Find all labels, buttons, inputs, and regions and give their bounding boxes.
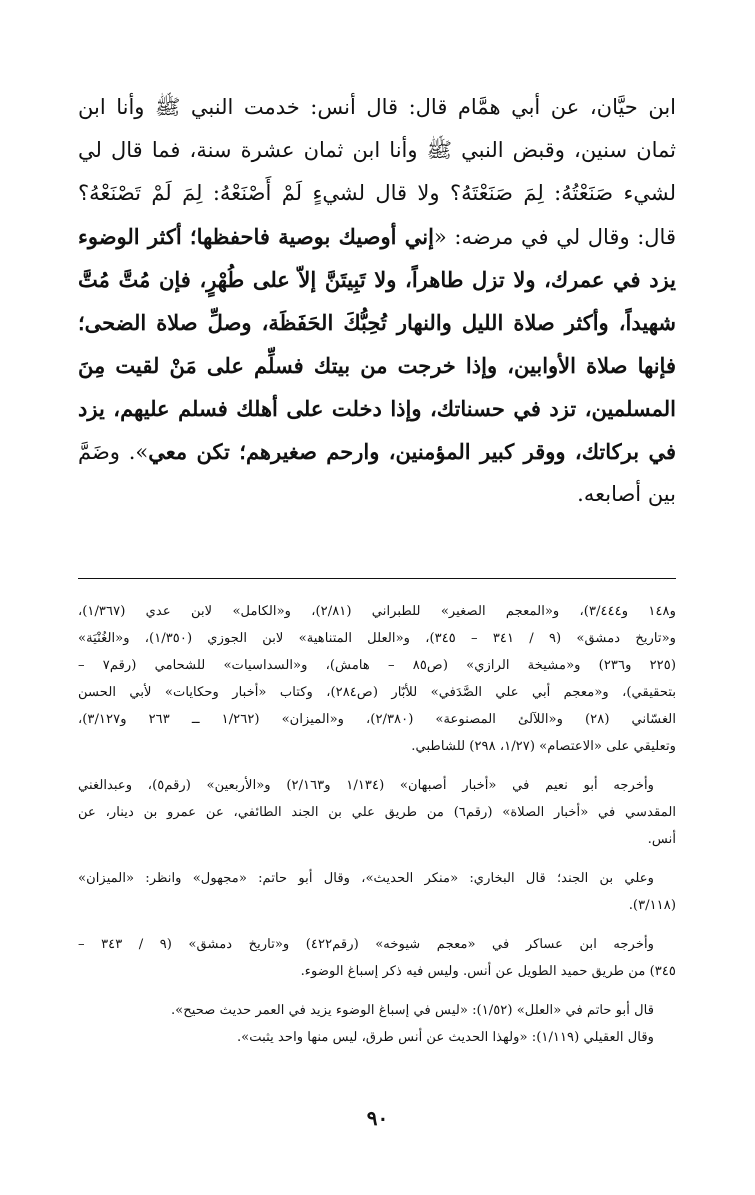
footnote-separator <box>78 578 676 579</box>
main-line <box>78 172 676 215</box>
hadith-quote-text: إني أوصيك بوصية فاحفظها؛ أكثر الوضوء <box>78 224 434 249</box>
hadith-quote-text: فإنها صلاة الأوابين، وإذا خرجت من بيتك فسلِّم على مَنْ لقيت مِنَ <box>78 353 676 378</box>
footnote-line: المقدسي في «أخبار الصلاة» (رقم٦) من طريق علي بن الجند الطائفي، عن عمرو بن دينار، عن <box>78 805 676 820</box>
footnote-block <box>78 772 676 853</box>
hadith-quote-text: المسلمين، تزد في حسناتك، وإذا دخلت على أهلك فسلم عليهم، يزد <box>78 396 676 421</box>
main-line-text: ثمان سنين، وقبض النبي ﷺ وأنا ابن ثمان عشرة سنة، فما قال لي <box>78 138 676 162</box>
main-line <box>78 215 676 258</box>
hadith-quote-text: في بركاتك، ووقر كبير المؤمنين، وارحم صغيرهم؛ تكن معي <box>148 439 676 464</box>
footnote-line: بتحقيقي)، و«معجم أبي علي الصَّدَفي» للأبّار (ص٢٨٤)، وكتاب «أخبار وحكايات» لأبي الحسن <box>78 685 676 700</box>
footnote-line: (٣/١١٨). <box>628 898 676 913</box>
main-hadith-text <box>78 86 676 516</box>
footnote-line: (٢٢٥ و٢٣٦) و«مشيخة الرازي» (ص٨٥ – هامش)، و«السداسيات» للشحامي (رقم٧ – <box>78 658 676 673</box>
main-line <box>78 344 676 387</box>
main-line-text: ». وضَمَّ <box>78 440 149 464</box>
hadith-quote-text: يزد في عمرك، ولا تزل طاهراً، ولا تَبِيتَنَّ إلاّ على طُهْرٍ، فإن مُتَّ مُتَّ <box>78 267 676 292</box>
main-line <box>78 387 676 430</box>
main-line <box>78 430 676 473</box>
main-line <box>78 301 676 344</box>
main-line <box>78 129 676 172</box>
main-line-text: ابن حيَّان، عن أبي همَّام قال: قال أنس: خدمت النبي ﷺ وأنا ابن <box>78 95 676 119</box>
footnotes <box>78 598 676 1063</box>
footnote-line: وقال العقيلي (١/١١٩): «ولهذا الحديث عن أنس طرق، ليس منها واحد يثبت». <box>236 1030 654 1045</box>
page-number: ٩٠ <box>366 1106 389 1130</box>
footnote-block <box>78 865 676 919</box>
hadith-quote-text: شهيداً، وأكثر صلاة الليل والنهار تُحِبُّكَ الحَفَظَة، وصلِّ صلاة الضحى؛ <box>78 310 676 335</box>
footnote-block <box>78 1024 676 1051</box>
footnote-block <box>78 931 676 985</box>
main-line-text: قال: وقال لي في مرضه: « <box>433 225 676 249</box>
footnote-line: وتعليقي على «الاعتصام» (١/٢٧، ٢٩٨) للشاطبي. <box>411 739 676 754</box>
main-line-text: بين أصابعه. <box>577 482 676 506</box>
footnote-line: و١٤٨ و٣/٤٤٤)، و«المعجم الصغير» للطبراني (٢/٨١)، و«الكامل» لابن عدي (١/٣٦٧)، <box>78 604 676 619</box>
footnote-line: وأخرجه ابن عساكر في «معجم شيوخه» (رقم٤٢٢) و«تاريخ دمشق» (٩ / ٣٤٣ – <box>78 937 654 952</box>
footnote-line: و«تاريخ دمشق» (٩ / ٣٤١ – ٣٤٥)، و«العلل المتناهية» لابن الجوزي (١/٣٥٠)، و«الغُنْيَة» <box>78 631 676 646</box>
footnote-line: الغسّاني (٢٨) و«اللآلئ المصنوعة» (٢/٣٨٠)، و«الميزان» (١/٢٦٢ ــ ٢٦٣ و٣/١٢٧)، <box>78 712 676 727</box>
main-line <box>78 258 676 301</box>
main-line <box>78 86 676 129</box>
footnote-block <box>78 598 676 760</box>
footnote-line: قال أبو حاتم في «العلل» (١/٥٢): «ليس في إسباغ الوضوء يزيد في العمر حديث صحيح». <box>170 1003 654 1018</box>
main-line-text: لشيء صَنَعْتُهُ: لِمَ صَنَعْتَهُ؟ ولا قال لشيءٍ لَمْ أَصْنَعْهُ: لِمَ لَمْ تَصْنَعْهُ؟ <box>78 181 676 205</box>
footnote-block <box>78 997 676 1024</box>
footnote-line: ٣٤٥) من طريق حميد الطويل عن أنس. وليس فيه ذكر إسباغ الوضوء. <box>300 964 676 979</box>
main-line <box>78 473 676 516</box>
footnote-line: أنس. <box>647 832 676 847</box>
footnote-line: وعلي بن الجند؛ قال البخاري: «منكر الحديث»، وقال أبو حاتم: «مجهول» وانظر: «الميزان» <box>78 871 654 886</box>
footnote-line: وأخرجه أبو نعيم في «أخبار أصبهان» (١/١٣٤ و٢/١٦٣) و«الأربعين» (رقم٥)، وعبدالغني <box>78 778 655 793</box>
